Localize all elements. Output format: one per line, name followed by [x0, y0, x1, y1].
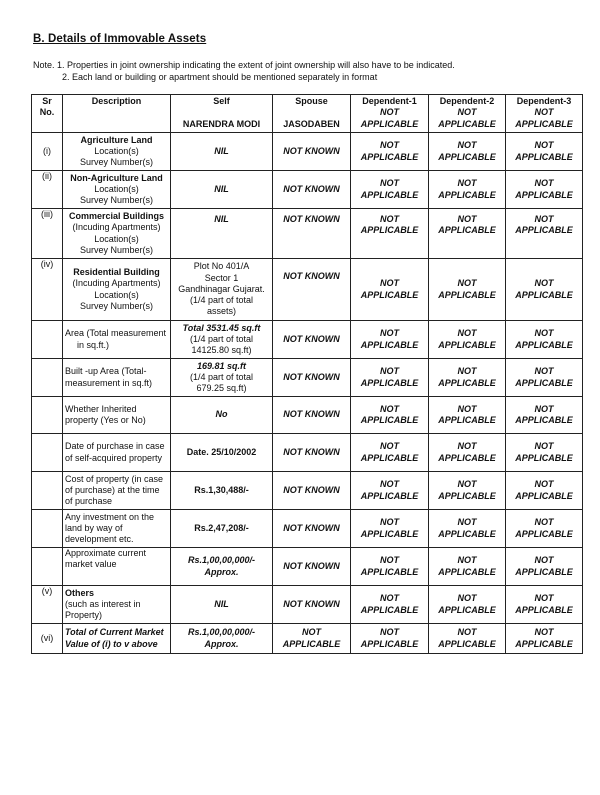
- dep3-cell: NOT APPLICABLE: [506, 586, 583, 624]
- sr-cell: [32, 359, 63, 397]
- dep2-cell: NOT APPLICABLE: [429, 548, 506, 586]
- table-row: [32, 548, 583, 586]
- immovable-assets-table: [31, 94, 583, 654]
- dep2-cell: NOT APPLICABLE: [429, 259, 506, 321]
- description-cell: Cost of property (in case of purchase) at the time of purchase: [63, 472, 171, 510]
- table-row: [32, 510, 583, 548]
- spouse-cell: NOT KNOWN: [273, 548, 351, 586]
- self-cell: Rs.2,47,208/-: [171, 510, 273, 548]
- dep3-cell: NOT APPLICABLE: [506, 209, 583, 259]
- sr-cell: (i): [32, 133, 63, 171]
- self-cell: NIL: [171, 171, 273, 209]
- dep2-cell: NOT APPLICABLE: [429, 209, 506, 259]
- sr-cell: [32, 321, 63, 359]
- table-row: [32, 624, 583, 654]
- description-cell: Residential Building (Incuding Apartments) Location(s) Survey Number(s): [63, 259, 171, 321]
- description-cell: Area (Total measurement in sq.ft.): [63, 321, 171, 359]
- description-cell: Others (such as interest in Property): [63, 586, 171, 624]
- sr-cell: (ii): [32, 171, 63, 209]
- description-cell: Date of purchase in case of self-acquired property: [63, 434, 171, 472]
- dep2-cell: NOT APPLICABLE: [429, 586, 506, 624]
- dep1-cell: NOT APPLICABLE: [351, 209, 429, 259]
- dep1-cell: NOT APPLICABLE: [351, 397, 429, 434]
- self-cell: Rs.1,00,00,000/- Approx.: [171, 548, 273, 586]
- dep3-cell: NOT APPLICABLE: [506, 548, 583, 586]
- section-title: B. Details of Immovable Assets: [33, 33, 207, 45]
- self-cell: Rs.1,00,00,000/- Approx.: [171, 624, 273, 654]
- dep1-cell: NOT APPLICABLE: [351, 434, 429, 472]
- dep3-cell: NOT APPLICABLE: [506, 321, 583, 359]
- description-cell: Total of Current Market Value of (i) to v above: [63, 624, 171, 654]
- header-dependent-1: Dependent-1 NOT APPLICABLE: [351, 95, 429, 133]
- dep3-cell: NOT APPLICABLE: [506, 472, 583, 510]
- dep2-cell: NOT APPLICABLE: [429, 321, 506, 359]
- table-row: [32, 209, 583, 259]
- spouse-cell: NOT KNOWN: [273, 209, 351, 259]
- sr-cell: (iv): [32, 259, 63, 321]
- dep2-cell: NOT APPLICABLE: [429, 472, 506, 510]
- dep3-cell: NOT APPLICABLE: [506, 171, 583, 209]
- dep1-cell: NOT APPLICABLE: [351, 472, 429, 510]
- dep1-cell: NOT APPLICABLE: [351, 359, 429, 397]
- dep1-cell: NOT APPLICABLE: [351, 133, 429, 171]
- table-row: [32, 434, 583, 472]
- self-cell: NIL: [171, 586, 273, 624]
- dep2-cell: NOT APPLICABLE: [429, 434, 506, 472]
- description-cell: Any investment on the land by way of development etc.: [63, 510, 171, 548]
- dep3-cell: NOT APPLICABLE: [506, 624, 583, 654]
- spouse-cell: NOT KNOWN: [273, 321, 351, 359]
- dep1-cell: NOT APPLICABLE: [351, 259, 429, 321]
- header-dependent-3: Dependent-3 NOT APPLICABLE: [506, 95, 583, 133]
- description-cell: Built -up Area (Total- measurement in sq.ft): [63, 359, 171, 397]
- dep3-cell: NOT APPLICABLE: [506, 397, 583, 434]
- dep1-cell: NOT APPLICABLE: [351, 171, 429, 209]
- dep2-cell: NOT APPLICABLE: [429, 359, 506, 397]
- table-row: [32, 472, 583, 510]
- dep1-cell: NOT APPLICABLE: [351, 321, 429, 359]
- header-sr: Sr No.: [32, 95, 63, 133]
- self-cell: Plot No 401/A Sector 1 Gandhinagar Gujarat. (1/4 part of total assets): [171, 259, 273, 321]
- dep2-cell: NOT APPLICABLE: [429, 510, 506, 548]
- header-description: Description: [63, 95, 171, 133]
- description-cell: Commercial Buildings (Incuding Apartments) Location(s) Survey Number(s): [63, 209, 171, 259]
- self-cell: NIL: [171, 209, 273, 259]
- spouse-cell: NOT KNOWN: [273, 359, 351, 397]
- table-header-row: [32, 95, 583, 133]
- description-cell: Approximate current market value: [63, 548, 171, 586]
- spouse-cell: NOT KNOWN: [273, 397, 351, 434]
- table-row: [32, 586, 583, 624]
- dep2-cell: NOT APPLICABLE: [429, 397, 506, 434]
- header-self: Self NARENDRA MODI: [171, 95, 273, 133]
- dep3-cell: NOT APPLICABLE: [506, 259, 583, 321]
- sr-cell: [32, 434, 63, 472]
- spouse-cell: NOT KNOWN: [273, 171, 351, 209]
- dep1-cell: NOT APPLICABLE: [351, 548, 429, 586]
- spouse-cell: NOT KNOWN: [273, 133, 351, 171]
- description-cell: Whether Inherited property (Yes or No): [63, 397, 171, 434]
- dep2-cell: NOT APPLICABLE: [429, 171, 506, 209]
- sr-cell: (vi): [32, 624, 63, 654]
- self-cell: Date. 25/10/2002: [171, 434, 273, 472]
- sr-cell: [32, 472, 63, 510]
- note-2: 2. Each land or building or apartment should be mentioned separately in format: [62, 72, 378, 82]
- dep3-cell: NOT APPLICABLE: [506, 133, 583, 171]
- sr-cell: [32, 510, 63, 548]
- dep3-cell: NOT APPLICABLE: [506, 359, 583, 397]
- dep1-cell: NOT APPLICABLE: [351, 624, 429, 654]
- dep1-cell: NOT APPLICABLE: [351, 510, 429, 548]
- header-dependent-2: Dependent-2 NOT APPLICABLE: [429, 95, 506, 133]
- table-row: [32, 321, 583, 359]
- self-cell: Rs.1,30,488/-: [171, 472, 273, 510]
- self-cell: Total 3531.45 sq.ft (1/4 part of total 14125.80 sq.ft): [171, 321, 273, 359]
- spouse-cell: NOT KNOWN: [273, 259, 351, 321]
- spouse-cell: NOT KNOWN: [273, 586, 351, 624]
- spouse-cell: NOT KNOWN: [273, 510, 351, 548]
- sr-cell: [32, 548, 63, 586]
- table-row: [32, 259, 583, 321]
- sr-cell: [32, 397, 63, 434]
- dep3-cell: NOT APPLICABLE: [506, 434, 583, 472]
- dep1-cell: NOT APPLICABLE: [351, 586, 429, 624]
- description-cell: Non-Agriculture Land Location(s) Survey Number(s): [63, 171, 171, 209]
- self-cell: No: [171, 397, 273, 434]
- spouse-cell: NOT APPLICABLE: [273, 624, 351, 654]
- table-row: [32, 171, 583, 209]
- description-cell: Agriculture Land Location(s) Survey Number(s): [63, 133, 171, 171]
- dep3-cell: NOT APPLICABLE: [506, 510, 583, 548]
- table-row: [32, 133, 583, 171]
- spouse-cell: NOT KNOWN: [273, 472, 351, 510]
- dep2-cell: NOT APPLICABLE: [429, 133, 506, 171]
- header-spouse: Spouse JASODABEN: [273, 95, 351, 133]
- sr-cell: (iii): [32, 209, 63, 259]
- self-cell: NIL: [171, 133, 273, 171]
- note-1: Note. 1. Properties in joint ownership indicating the extent of joint ownership will also have to be indicated.: [33, 60, 455, 70]
- spouse-cell: NOT KNOWN: [273, 434, 351, 472]
- table-row: [32, 397, 583, 434]
- sr-cell: (v): [32, 586, 63, 624]
- dep2-cell: NOT APPLICABLE: [429, 624, 506, 654]
- table-row: [32, 359, 583, 397]
- self-cell: 169.81 sq.ft (1/4 part of total 679.25 sq.ft): [171, 359, 273, 397]
